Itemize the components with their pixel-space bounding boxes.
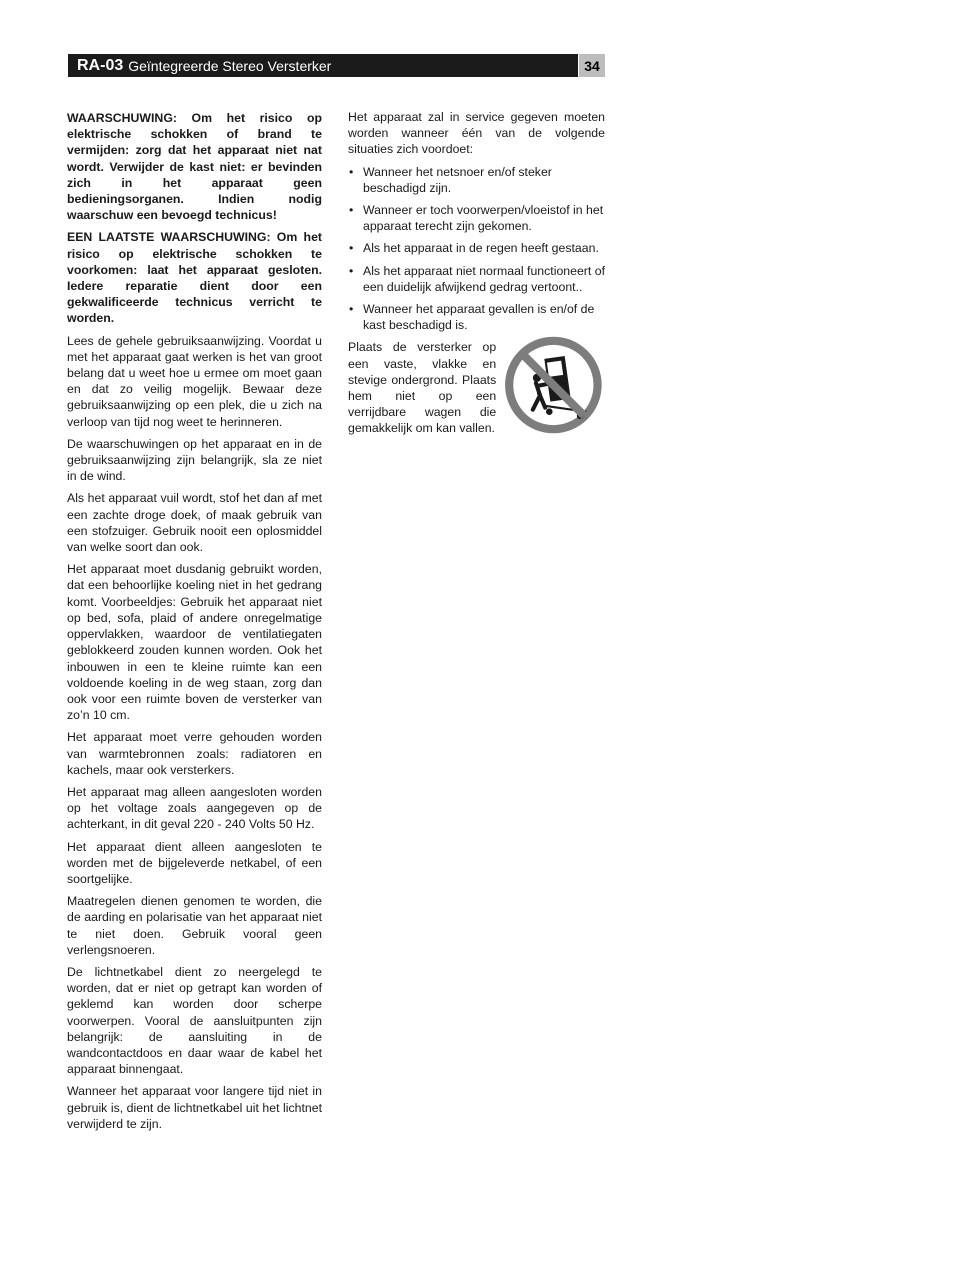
paragraph: Lees de gehele gebruiksaanwijzing. Voordat u met het apparaat gaat werken is het van groot belang dat u weet hoe u ermee om moet gaan en dat zo veilig mogelijk. Bewaar deze gebruiksaanwijzing op een plek, die u zich na verloop van tijd nog weet te herinneren.	[67, 333, 322, 429]
list-item: • Wanneer het apparaat gevallen is en/of de kast beschadigd is.	[348, 301, 605, 333]
paragraph: Als het apparaat vuil wordt, stof het dan af met een zachte droge doek, of maak gebruik van een stofzuiger. Gebruik nooit een oplosmiddel van welke soort dan ook.	[67, 491, 322, 555]
page-header	[68, 54, 578, 77]
paragraph: Het apparaat moet verre gehouden worden van warmtebronnen zoals: radiatoren en kachels, maar ook versterkers.	[67, 730, 322, 777]
document-title: Geïntegreerde Stereo Versterker	[128, 57, 332, 74]
list-item: • Wanneer er toch voorwerpen/vloeistof in het apparaat terecht zijn gekomen.	[348, 202, 605, 234]
service-list	[348, 164, 605, 334]
service-intro: Het apparaat zal in service gegeven moeten worden wanneer één van de volgende situaties zich voordoet:	[348, 110, 605, 157]
list-item: • Als het apparaat niet normaal functioneert of een duidelijk afwijkend gedrag vertoont..	[348, 263, 605, 295]
right-column	[348, 109, 605, 437]
list-item: • Als het apparaat in de regen heeft gestaan.	[348, 240, 605, 256]
paragraph: Het apparaat dient alleen aangesloten te worden met de bijgeleverde netkabel, of een soortgelijke.	[67, 839, 322, 886]
placement-section	[348, 339, 605, 437]
paragraph: Het apparaat moet dusdanig gebruikt worden, dat een behoorlijke koeling niet in het gedrang komt. Voorbeeldjes: Gebruik het apparaat niet op bed, sofa, plaid of andere onregelmatige oppervlakken, waardoor de ventilatiegaten geblokkeerd zouden kunnen worden. Ook het inbouwen in een te kleine ruimte kan een voldoende koeling in de weg staan, zorg dan ook voor een ruimte boven de versterker van zo’n 10 cm.	[67, 562, 322, 723]
paragraph: Wanneer het apparaat voor langere tijd niet in gebruik is, dient de lichtnetkabel uit het lichtnet verwijderd te zijn.	[67, 1084, 322, 1131]
final-warning-paragraph: EEN LAATSTE WAARSCHUWING: Om het risico op elektrische schokken te voorkomen: laat het apparaat gesloten. Iedere reparatie dient door een gekwalificeerde technicus verricht te worden.	[67, 230, 322, 326]
list-item: • Wanneer het netsnoer en/of steker beschadigd zijn.	[348, 164, 605, 196]
left-column	[67, 110, 322, 1138]
model-name: RA-03	[77, 56, 124, 74]
page-number: 34	[579, 54, 605, 77]
warning-paragraph: WAARSCHUWING: Om het risico op elektrische schokken of brand te vermijden: zorg dat het apparaat niet nat wordt. Verwijder de kast niet: er bevinden zich in het apparaat geen bedieningsorganen. Indien nodig waarschuw een bevoegd technicus!	[67, 111, 322, 223]
paragraph: Maatregelen dienen genomen te worden, die de aarding en polarisatie van het apparaat niet te niet doen. Gebruik vooral geen verlengsnoeren.	[67, 894, 322, 957]
paragraph: De lichtnetkabel dient zo neergelegd te worden, dat er niet op getrapt kan worden of geklemd kan worden door scherpe voorwerpen. Vooral de aansluitpunten zijn belangrijk: de aansluiting in de wandcontactdoos en daar waar de kabel het apparaat binnengaat.	[67, 964, 322, 1077]
placement-text: Plaats de versterker op een vaste, vlakke en stevige ondergrond. Plaats hem niet op een verrijdbare wagen die gemakkelijk om kan vallen.	[348, 340, 497, 436]
paragraph: Het apparaat mag alleen aangesloten worden op het voltage zoals aangegeven op de achterkant, in dit geval 220 - 240 Volts 50 Hz.	[67, 784, 322, 832]
paragraph: De waarschuwingen op het apparaat en in de gebruiksaanwijzing zijn belangrijk, sla ze niet in de wind.	[67, 436, 322, 484]
no-cart-warning-icon	[502, 333, 605, 437]
